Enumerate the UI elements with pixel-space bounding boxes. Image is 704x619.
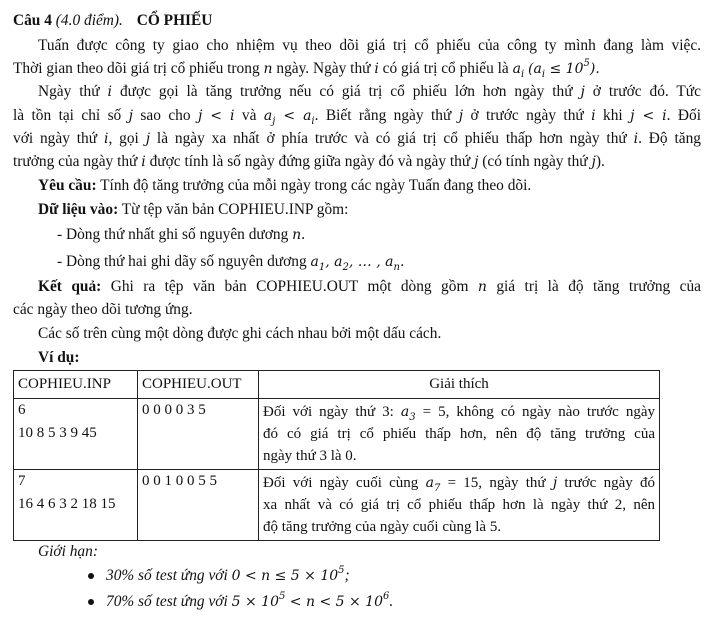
math-ai: $a_i$ [512,61,525,80]
math-j: j [458,108,464,124]
math-i: i [141,154,146,170]
text: ngày. Ngày thứ [272,60,375,77]
output-spec-line-2 [13,300,193,320]
question-heading [13,11,212,31]
text: - Dòng thứ hai ghi dãy số nguyên dương [57,253,311,270]
input-spec-line [38,200,348,220]
paragraph-intro-line-2 [13,59,600,79]
text: xa nhất và có giá trị cổ phiếu thấp hơn là ngày thứ 2, nên [263,497,655,513]
text: độ tăng trưởng của ngày cuối cùng là 5. [263,519,502,535]
math-i: i [591,108,596,124]
text: Thời gian theo dõi giá trị cổ phiếu trong [13,60,264,77]
limit-item-1 [106,566,350,586]
text: ngày thứ 3 là 0. [263,448,357,464]
text: Đối với ngày thứ 3: $a_3 = 5$, không có ngày nào trước ngày [263,404,655,423]
paragraph-growth-line-1 [38,82,701,102]
text: (có tính ngày thứ [478,153,592,170]
text: với ngày thứ [13,130,104,147]
output-spec-line-1 [38,277,701,297]
text: ). [595,153,605,170]
requirement-label: Yêu cầu: [38,177,97,194]
limits-label [38,542,98,562]
math-j: j [580,84,585,100]
text: đó có giá trị cổ phiếu thấp hơn, nên độ tăng trưởng của [263,426,655,442]
text: 0 0 1 0 0 5 5 [142,473,217,489]
table-row [14,399,660,470]
text: và [234,107,264,124]
math-aj-lt-ai: $a_j < a_i$ [263,108,315,127]
text: 0 0 0 0 3 5 [142,402,206,418]
text: là tồn tại chỉ số [13,107,129,124]
math-limit-1: $0 < n \le 5 \times 10^5$ [231,565,345,584]
text: . [301,226,306,243]
math-i: i [633,131,639,147]
text: 16 4 6 3 2 18 15 [18,496,116,512]
math-limit-2: $5 \times 10^5 < n < 5 \times 10^6$ [231,591,390,610]
math-i: i [107,84,113,100]
input-item-1 [57,225,305,245]
separator-note [38,324,441,344]
math-i: i [374,61,379,77]
text: ; [344,567,350,584]
math-j: j [591,154,596,170]
input-label: Dữ liệu vào: [38,201,119,218]
math-j-lt-i: j < i [630,108,667,124]
text: Đối với ngày cuối cùng $a_7 = 15$, ngày thứ j trước ngày đó [263,475,655,494]
text: . [389,593,394,610]
question-title: CỔ PHIẾU [136,12,213,29]
table-cell-out [138,470,259,541]
text: 30% số test ứng với [106,567,232,584]
text: Ngày thứ [38,83,108,100]
table-header-explain: Giải thích [259,371,660,399]
text: sao cho [133,107,198,124]
input-item-2 [57,252,404,272]
math-sequence: $a_1$, $a_2$, … , $a_n$. [310,254,405,273]
math-j: j [474,154,479,170]
text: 70% số test ứng với [106,593,232,610]
text: ở trước đó. Tức [584,83,701,100]
math-j: j [145,131,151,147]
math-n: n [263,61,273,77]
example-table [13,370,660,541]
math-j-lt-i: j < i [197,108,235,124]
question-points: (4.0 điểm). [55,12,123,29]
text: Tuấn được công ty giao cho nhiệm vụ theo dõi giá trị cổ phiếu của công ty mình đang làm việc. [38,37,701,54]
table-header-row [14,371,660,399]
text: . Đối [666,107,701,124]
paragraph-growth-line-2 [13,106,701,126]
math-j: j [128,108,133,124]
paragraph-intro-line-1 [38,36,701,56]
paragraph-growth-line-3 [13,129,701,149]
paragraph-growth-line-4 [13,152,605,172]
table-cell-inp [14,399,138,470]
math-n: n [292,227,302,243]
table-cell-out [138,399,259,470]
text: được gọi là tăng trưởng nếu có giá trị cổ phiếu lớn hơn ngày thứ [112,83,581,100]
text: , gọi [108,130,146,147]
text: được tính là số ngày đứng giữa ngày đó và ngày thứ [145,153,475,170]
input-text: Từ tệp văn bản COPHIEU.INP gồm: [118,201,349,218]
text: là ngày xa nhất ở phía trước và có giá trị cổ phiếu thấp hơn ngày thứ [150,130,634,147]
requirement-text: Tính độ tăng trưởng của mỗi ngày trong các ngày Tuấn đang theo dõi. [96,177,532,194]
text: trưởng của ngày thứ [13,153,142,170]
text: . Biết rằng ngày thứ [314,107,459,124]
text: có giá trị cổ phiếu là [378,60,513,77]
table-cell-inp [14,470,138,541]
table-cell-explain [259,470,660,541]
text: các ngày theo dõi tương ứng. [13,301,193,318]
example-label [38,348,79,368]
text: 7 [18,473,26,489]
math-n: n [477,279,487,295]
text: Ví dụ: [38,349,80,366]
table-header-inp: COPHIEU.INP [14,371,138,399]
requirement-line [38,176,531,196]
text: Ghi ra tệp văn bản COPHIEU.OUT một dòng gồm [101,278,478,295]
table-row [14,470,660,541]
text: Giới hạn: [38,543,98,560]
math-i: i [103,131,109,147]
bullet-icon [88,573,94,579]
output-label: Kết quả: [38,278,102,295]
text: ở trước ngày thứ [463,107,592,124]
bullet-icon [88,599,94,605]
text: - Dòng thứ nhất ghi số nguyên dương [57,226,293,243]
text: giá trị là độ tăng trưởng của [486,278,701,295]
text: khi [595,107,631,124]
math-ai-constraint: $(a_i \le 10^5)$. [528,58,600,80]
text: . Độ tăng [638,130,701,147]
text: 6 [18,402,26,418]
text: 10 8 5 3 9 45 [18,425,97,441]
table-header-out: COPHIEU.OUT [138,371,259,399]
limit-item-2 [106,592,393,612]
table-cell-explain [259,399,660,470]
text: Các số trên cùng một dòng được ghi cách nhau bởi một dấu cách. [38,325,442,342]
question-number: Câu 4 [13,12,52,29]
